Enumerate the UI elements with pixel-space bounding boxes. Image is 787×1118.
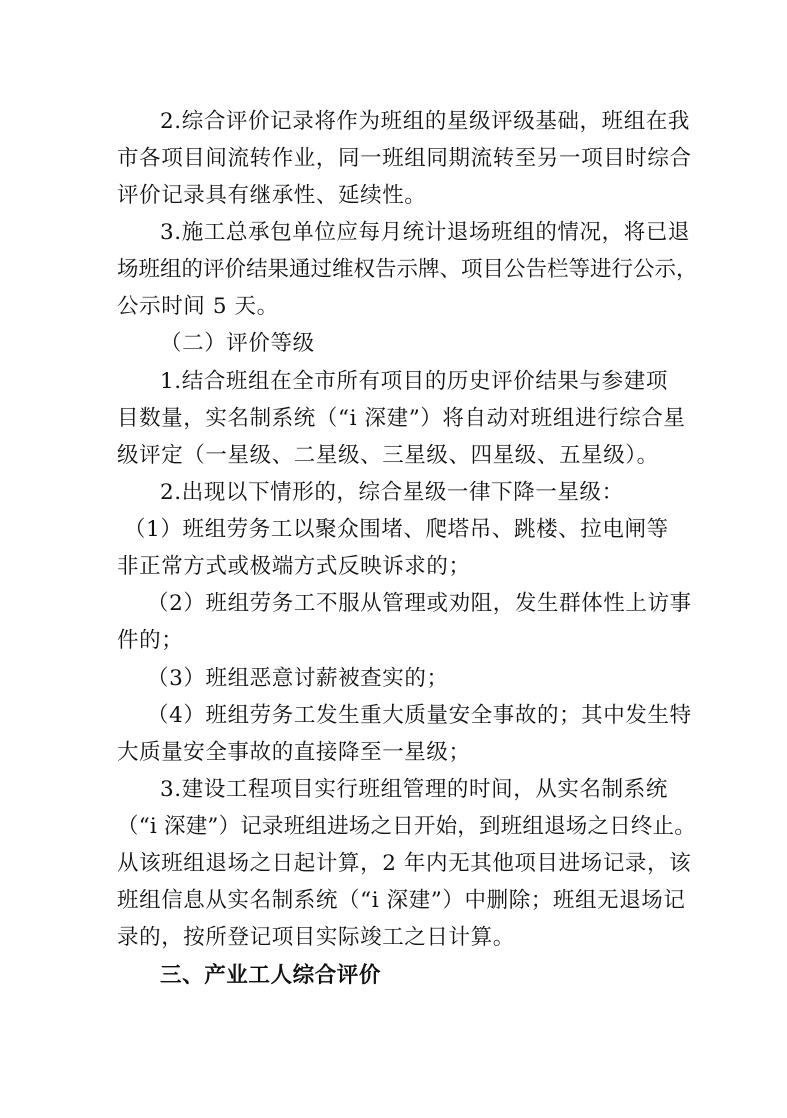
paragraph-line: 从该班组退场之日起计算，2 年内无其他项目进场记录，该 bbox=[117, 851, 692, 876]
paragraph-line: 3.建设工程项目实行班组管理的时间，从实名制系统 bbox=[160, 777, 668, 802]
paragraph-line: 公示时间 5 天。 bbox=[117, 294, 279, 319]
paragraph-line: （2）班组劳务工不服从管理或劝阻，发生群体性上访事 bbox=[147, 591, 692, 616]
section-subheading: （二）评价等级 bbox=[160, 331, 315, 356]
paragraph-line: 市各项目间流转作业，同一班组同期流转至另一项目时综合 bbox=[117, 146, 692, 171]
paragraph-line: 录的，按所登记项目实际竣工之日计算。 bbox=[117, 925, 515, 950]
paragraph-line: 3.施工总承包单位应每月统计退场班组的情况，将已退 bbox=[160, 220, 691, 245]
paragraph-line: 级评定（一星级、二星级、三星级、四星级、五星级）。 bbox=[117, 443, 659, 468]
paragraph-line: （1）班组劳务工以聚众围堵、爬塔吊、跳楼、拉电闸等 bbox=[124, 517, 669, 542]
paragraph-line: 2.综合评价记录将作为班组的星级评级基础，班组在我 bbox=[160, 109, 691, 134]
paragraph-line: （“i 深建”）记录班组进场之日开始，到班组退场之日终止。 bbox=[117, 814, 696, 839]
paragraph-line: 大质量安全事故的直接降至一星级； bbox=[117, 740, 471, 765]
paragraph-line: 班组信息从实名制系统（“i 深建”）中删除；班组无退场记 bbox=[117, 888, 686, 913]
section-heading: 三、产业工人综合评价 bbox=[160, 963, 382, 988]
paragraph-line: 2.出现以下情形的，综合星级一律下降一星级： bbox=[160, 480, 624, 505]
paragraph-line: 非正常方式或极端方式反映诉求的； bbox=[117, 554, 471, 579]
paragraph-line: （3）班组恶意讨薪被查实的； bbox=[147, 666, 449, 691]
paragraph-line: 场班组的评价结果通过维权告示牌、项目公告栏等进行公示， bbox=[117, 257, 698, 282]
paragraph-line: 件的； bbox=[117, 628, 184, 653]
paragraph-line: 目数量，实名制系统（“i 深建”）将自动对班组进行综合星 bbox=[117, 406, 686, 431]
paragraph-line: 1.结合班组在全市所有项目的历史评价结果与参建项 bbox=[160, 369, 668, 394]
paragraph-line: （4）班组劳务工发生重大质量安全事故的；其中发生特 bbox=[147, 703, 692, 728]
paragraph-line: 评价记录具有继承性、延续性。 bbox=[117, 183, 427, 208]
